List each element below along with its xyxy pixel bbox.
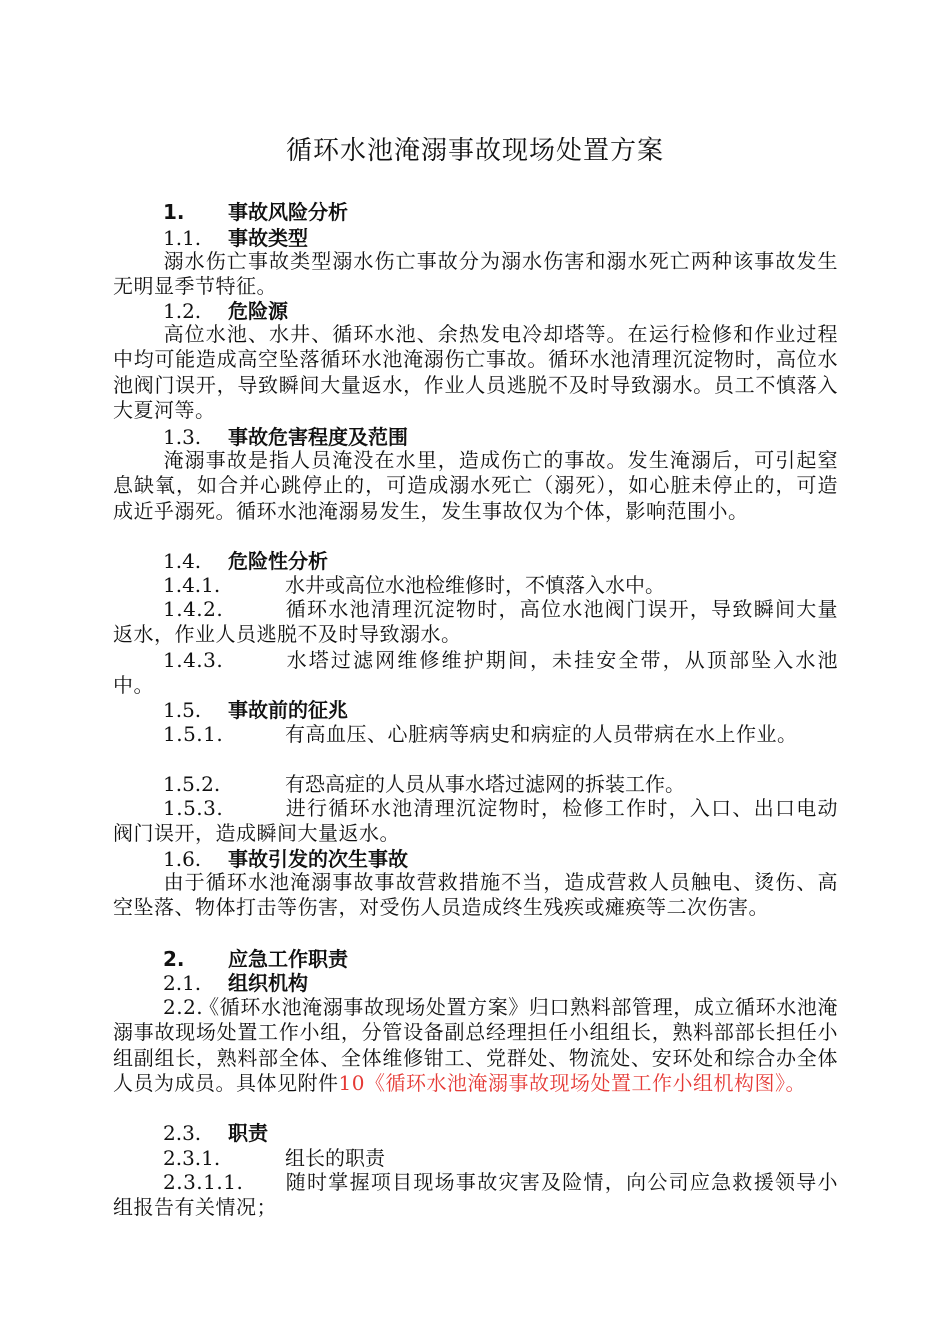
document-title: 循环水池淹溺事故现场处置方案 [285,136,664,166]
item-number: 1.4.2. [163,597,224,621]
item-number: 1.5.1. [163,722,224,746]
item-number: 1.4.3. [163,648,224,672]
item-1-5-1 [113,722,838,747]
heading-label: 职责 [228,1121,268,1145]
item-text: 进行循环水池清理沉淀物时，检修工作时，入口、出口电动阀门误开，造成瞬间大量返水。 [113,796,838,846]
heading-label: 事故引发的次生事故 [228,847,408,871]
item-1-5-3 [113,796,838,847]
paragraph-1-1: 溺水伤亡事故类型溺水伤亡事故分为溺水伤害和溺水死亡两种该事故发生无明显季节特征。 [113,249,838,299]
paragraph-1-6: 由于循环水池淹溺事故事故营救措施不当，造成营救人员触电、烫伤、高空坠落、物体打击等伤害，对受伤人员造成终生残疾或瘫痪等二次伤害。 [113,870,838,920]
item-2-3-1-1 [113,1170,838,1221]
item-text: 随时掌握项目现场事故灾害及险情，向公司应急救援领导小组报告有关情况； [113,1170,838,1220]
heading-number: 1.5. [163,698,202,722]
heading-label: 组织机构 [228,971,308,995]
heading-label: 应急工作职责 [228,947,348,971]
heading-label: 事故风险分析 [228,200,348,224]
item-text: 循环水池清理沉淀物时，高位水池阀门误开，导致瞬间大量返水，作业人员逃脱不及时导致溺水。 [113,597,838,647]
heading-label: 事故危害程度及范围 [228,425,408,449]
item-text: 水井或高位水池检维修时，不慎落入水中。 [285,573,665,597]
heading-label: 危险源 [228,299,288,323]
paragraph-2-2: 2.2.《循环水池淹溺事故现场处置方案》归口熟料部管理，成立循环水池淹溺事故现场处置工作小组，分管设备副总经理担任小组组长，熟料部部长担任小组副组长，熟料部全体、全体维修钳工、党群处、物流处、安环处和综合办全体人员为成员。具体见附件10《循环水池淹溺事故现场处置工作小组机构图》。 [113,995,838,1096]
heading-number: 1.6. [163,847,202,871]
item-1-4-2 [113,597,838,648]
item-number: 1.5.2. [163,772,221,796]
paragraph-1-2: 高位水池、水井、循环水池、余热发电冷却塔等。在运行检修和作业过程中均可能造成高空坠落循环水池淹溺伤亡事故。循环水池清理沉淀物时，高位水池阀门误开，导致瞬间大量返水，作业人员逃脱不及时导致溺水。员工不慎落入大夏河等。 [113,322,838,423]
heading-number: 2. [163,947,185,971]
heading-label: 危险性分析 [228,549,328,573]
item-number: 2.3.1. [163,1146,221,1170]
item-text: 组长的职责 [285,1146,385,1170]
paragraph-1-3: 淹溺事故是指人员淹没在水里，造成伤亡的事故。发生淹溺后，可引起窒息缺氧，如合并心跳停止的，可造成溺水死亡（溺死），如心脏未停止的，可造成近乎溺死。循环水池淹溺易发生，发生事故仅为个体，影响范围小。 [113,448,838,523]
item-text: 有高血压、心脏病等病史和病症的人员带病在水上作业。 [285,722,798,746]
heading-number: 2.1. [163,971,202,995]
item-number: 1.4.1. [163,573,221,597]
attachment-reference: 10《循环水池淹溺事故现场处置工作小组机构图》。 [338,1071,806,1096]
heading-label: 事故前的征兆 [228,698,348,722]
heading-number: 1.1. [163,226,202,250]
heading-number: 1.4. [163,549,202,573]
heading-number: 2.3. [163,1121,202,1145]
item-text: 水塔过滤网维修维护期间，未挂安全带，从顶部坠入水池中。 [113,648,838,698]
item-text: 有恐高症的人员从事水塔过滤网的拆装工作。 [285,772,685,796]
heading-number: 1.2. [163,299,202,323]
heading-number: 1.3. [163,425,202,449]
heading-label: 事故类型 [228,226,308,250]
item-number: 2.2. [163,995,204,1019]
heading-number: 1. [163,200,185,224]
item-number: 2.3.1.1. [163,1170,244,1194]
item-number: 1.5.3. [163,796,224,820]
item-1-4-3 [113,648,838,699]
